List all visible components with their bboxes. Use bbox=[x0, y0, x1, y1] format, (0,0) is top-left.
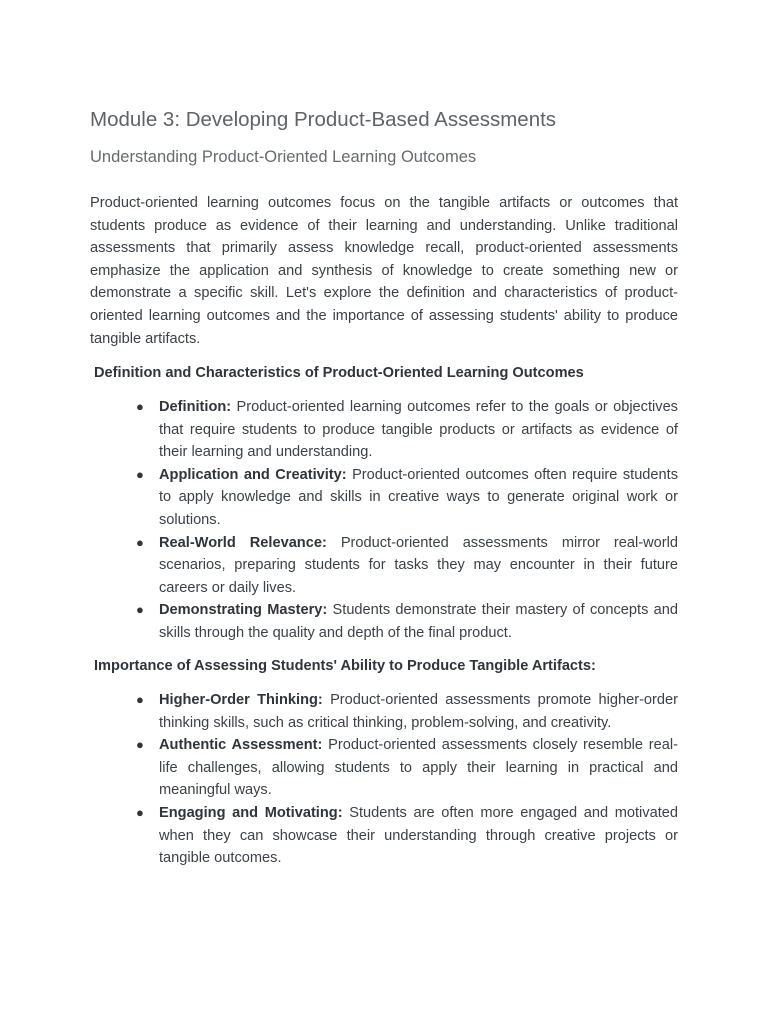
bullet-icon: ● bbox=[136, 737, 144, 753]
bullet-icon: ● bbox=[136, 804, 144, 820]
list-item-text: Students demonstrate their mastery of concepts and skills through the quality and depth of the final product. bbox=[159, 602, 678, 641]
list-item-term: Higher-Order Thinking: bbox=[159, 692, 323, 708]
importance-list bbox=[136, 689, 678, 870]
intro-paragraph: Product-oriented learning outcomes focus on the tangible artifacts or outcomes that students produce as evidence of their learning and understanding. Unlike traditional assessments that primarily assess knowledge recall, product-oriented assessments emphasize the application and synthesis of knowledge to create something new or demonstrate a specific skill. Let's explore the definition and characteristics of product-oriented learning outcomes and the importance of assessing students' ability to produce tangible artifacts. bbox=[90, 195, 678, 347]
list-item bbox=[136, 802, 678, 870]
definition-list bbox=[136, 396, 679, 645]
list-item bbox=[136, 734, 678, 802]
bullet-icon: ● bbox=[136, 602, 144, 618]
list-item-text: Product-oriented learning outcomes refer to the goals or objectives that require students to produce tangible products or artifacts as evidence of their learning and understanding. bbox=[159, 399, 678, 461]
page-title: Module 3: Developing Product-Based Assessments bbox=[90, 108, 557, 131]
list-item-text: Product-oriented assessments mirror real-world scenarios, preparing students for tasks they may encounter in their future careers or daily lives. bbox=[159, 534, 678, 596]
list-item-term: Engaging and Motivating: bbox=[159, 804, 343, 821]
list-item-term: Real-World Relevance: bbox=[159, 534, 327, 551]
list-item bbox=[136, 599, 678, 644]
list-item bbox=[136, 464, 679, 532]
bullet-icon: ● bbox=[136, 466, 144, 482]
list-item-text: Product-oriented assessments closely resemble real-life challenges, allowing students to apply their learning in practical and meaningful ways. bbox=[159, 737, 678, 799]
list-item-term: Definition: bbox=[159, 399, 232, 415]
list-item-text: Product-oriented outcomes often require students to apply knowledge and skills in creative ways to generate original work or solutions. bbox=[159, 466, 679, 528]
list-item-term: Authentic Assessment: bbox=[159, 737, 323, 754]
list-item bbox=[136, 532, 678, 600]
list-item bbox=[136, 396, 678, 464]
list-item-term: Application and Creativity: bbox=[159, 466, 347, 483]
page-subtitle: Understanding Product-Oriented Learning Outcomes bbox=[90, 148, 477, 166]
list-item-text: Product-oriented assessments promote higher-order thinking skills, such as critical thinking, problem-solving, and creativity. bbox=[159, 692, 678, 731]
section-heading-definition: Definition and Characteristics of Product-Oriented Learning Outcomes bbox=[94, 365, 584, 381]
bullet-icon: ● bbox=[136, 399, 144, 414]
list-item-text: Students are often more engaged and motivated when they can showcase their understanding through creative projects or tangible outcomes. bbox=[159, 804, 678, 867]
bullet-icon: ● bbox=[136, 534, 144, 550]
bullet-icon: ● bbox=[136, 692, 144, 707]
section-heading-importance: Importance of Assessing Students' Ability to Produce Tangible Artifacts: bbox=[94, 658, 596, 674]
list-item-term: Demonstrating Mastery: bbox=[159, 602, 328, 619]
list-item bbox=[136, 689, 678, 734]
